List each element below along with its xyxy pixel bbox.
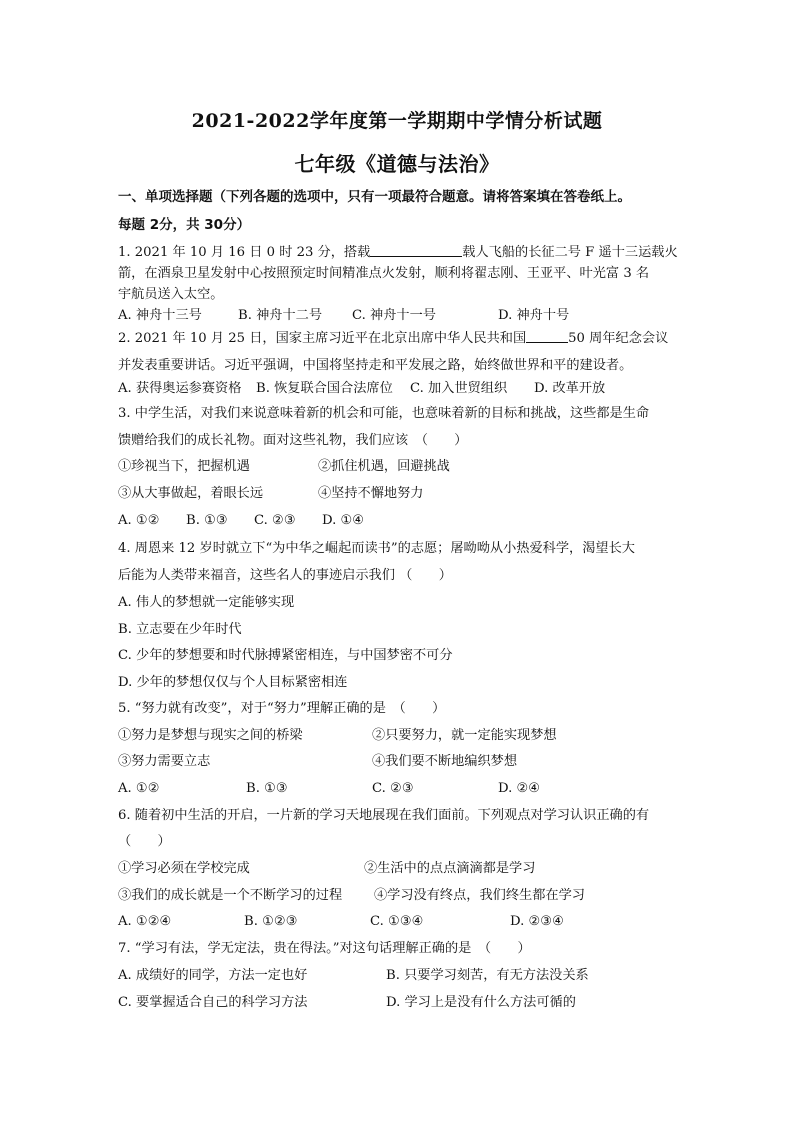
question-2-line-2: 并发表重要讲话。习近平强调，中国将坚持走和平发展之路，始终做世界和平的建设者。 <box>118 358 633 373</box>
q1-option-b: B. 神舟十二号 <box>238 308 323 323</box>
q6-statement-1: ①学习必须在学校完成 <box>118 861 250 876</box>
q3-option-b: B. ①③ <box>186 513 228 528</box>
page-subtitle: 七年级《道德与法治》 <box>294 152 500 176</box>
q1-option-d: D. 神舟十号 <box>498 308 570 323</box>
q3-statement-2: ②抓住机遇，回避挑战 <box>318 459 450 474</box>
q7-option-c: C. 要掌握适合自己的科学习方法 <box>118 995 308 1010</box>
q4-option-b: B. 立志要在少年时代 <box>118 622 242 637</box>
answer-blank <box>526 329 568 343</box>
q5-option-a: A. ①② <box>118 781 160 796</box>
question-1-text-b: 载人飞船的长征二号 F 遥十三运载火 <box>462 245 678 260</box>
q2-option-c: C. 加入世贸组织 <box>410 381 508 396</box>
q5-statement-1: ①努力是梦想与现实之间的桥梁 <box>118 728 303 743</box>
question-4-line-1: 4. 周恩来 12 岁时就立下“为中华之崛起而读书”的志愿；屠呦呦从小热爱科学，渴望长大 <box>118 541 635 556</box>
q6-option-c: C. ①③④ <box>370 914 424 929</box>
q3-option-c: C. ②③ <box>254 513 296 528</box>
q5-option-c: C. ②③ <box>372 781 414 796</box>
q6-statement-2: ②生活中的点点滴滴都是学习 <box>364 861 536 876</box>
q7-option-b: B. 只要学习刻苦，有无方法没关系 <box>386 968 589 983</box>
q6-statement-3: ③我们的成长就是一个不断学习的过程 <box>118 888 343 903</box>
q6-option-a: A. ①②④ <box>118 914 172 929</box>
q5-statement-3: ③努力需要立志 <box>118 754 211 769</box>
question-2-text-a: 2. 2021 年 10 月 25 日，国家主席习近平在北京出席中华人民共和国 <box>118 331 527 346</box>
q4-option-c: C. 少年的梦想要和时代脉搏紧密相连，与中国梦密不可分 <box>118 648 453 663</box>
q7-option-d: D. 学习上是没有什么方法可循的 <box>386 995 576 1010</box>
section-heading: 一、单项选择题（下列各题的选项中，只有一项最符合题意。请将答案填在答卷纸上。 <box>118 189 631 205</box>
question-7-line-1: 7. “学习有法，学无定法，贵在得法。”对这句话理解正确的是 （ ） <box>118 941 531 956</box>
q2-option-a: A. 获得奥运参赛资格 <box>118 381 242 396</box>
question-1-text-a: 1. 2021 年 10 月 16 日 0 时 23 分，搭载 <box>118 245 371 260</box>
q1-option-c: C. 神舟十一号 <box>352 308 436 323</box>
question-1-line-1 <box>118 243 688 263</box>
q1-option-a: A. 神舟十三号 <box>118 308 202 323</box>
question-1-line-3: 宇航员送入太空。 <box>118 287 224 302</box>
q5-statement-2: ②只要努力，就一定能实现梦想 <box>372 728 557 743</box>
page-title: 2021-2022学年度第一学期期中学情分析试题 <box>191 110 603 132</box>
q2-option-d: D. 改革开放 <box>534 381 606 396</box>
question-2-line-1 <box>118 329 688 349</box>
question-3-line-2: 馈赠给我们的成长礼物。面对这些礼物，我们应该 （ ） <box>118 433 468 448</box>
q2-option-b: B. 恢复联合国合法席位 <box>256 381 393 396</box>
section-heading-note: 每题 2分，共 30分） <box>118 217 251 233</box>
q6-option-d: D. ②③④ <box>510 914 564 929</box>
q6-option-b: B. ①②③ <box>244 914 298 929</box>
question-4-line-2: 后能为人类带来福音，这些名人的事迹启示我们 （ ） <box>118 568 452 583</box>
question-6-line-2: （ ） <box>118 834 171 849</box>
q5-statement-4: ④我们要不断地编织梦想 <box>372 754 518 769</box>
q5-option-d: D. ②④ <box>498 781 541 796</box>
q5-option-b: B. ①③ <box>246 781 288 796</box>
q3-option-d: D. ①④ <box>322 513 365 528</box>
question-5-line-1: 5. “努力就有改变”，对于“努力”理解正确的是 （ ） <box>118 701 446 716</box>
question-2-text-b: 50 周年纪念会议 <box>568 331 669 346</box>
q3-statement-1: ①珍视当下，把握机遇 <box>118 459 250 474</box>
question-1-line-2: 箭，在酒泉卫星发射中心按照预定时间精准点火发射，顺利将翟志刚、王亚平、叶光富 3 名 <box>118 266 650 281</box>
question-3-line-1: 3. 中学生活，对我们来说意味着新的机会和可能，也意味着新的目标和挑战，这些都是生命 <box>118 406 650 421</box>
q3-statement-4: ④坚持不懈地努力 <box>318 486 424 501</box>
q4-option-a: A. 伟人的梦想就一定能够实现 <box>118 595 295 610</box>
answer-blank <box>370 243 462 257</box>
q7-option-a: A. 成绩好的同学，方法一定也好 <box>118 968 308 983</box>
q6-statement-4: ④学习没有终点，我们终生都在学习 <box>374 888 585 903</box>
q3-option-a: A. ①② <box>118 513 160 528</box>
question-6-line-1: 6. 随着初中生活的开启，一片新的学习天地展现在我们面前。下列观点对学习认识正确的有 <box>118 808 650 823</box>
q4-option-d: D. 少年的梦想仅仅与个人目标紧密相连 <box>118 675 348 690</box>
q3-statement-3: ③从大事做起，着眼长远 <box>118 486 264 501</box>
